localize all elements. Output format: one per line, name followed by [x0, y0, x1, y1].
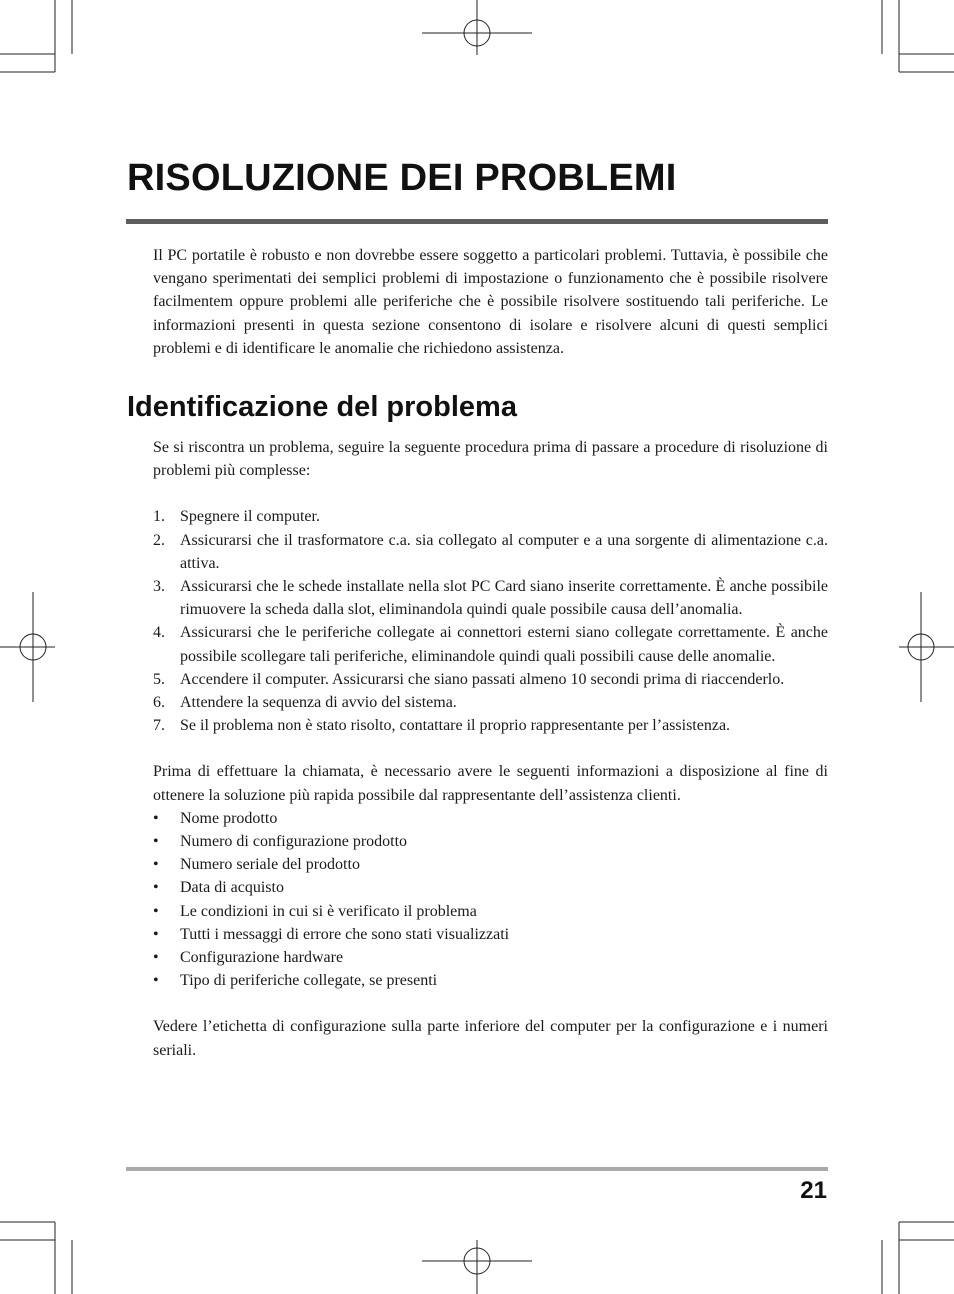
list-item: • Tipo di periferiche collegate, se presenti [153, 972, 438, 990]
list-item: • Le condizioni in cui si è verificato il problema [153, 902, 477, 920]
list-item: • Numero di configurazione prodotto [153, 833, 408, 851]
list-item: • Data di acquisto [153, 879, 284, 897]
intro-paragraph: Il PC portatile è robusto e non dovrebbe essere soggetto a particolari problemi. Tuttavia, è possibile che vengano sperimentati dei semplici problemi di impostazione o funzionamento che è possibile risolvere facilmentem oppure problemi alle periferiche che è possibile risolvere sostituendo tali periferiche. Le informazioni presenti in questa sezione consentono di isolare e risolvere alcuni di questi semplici problemi e di identificare le anomalie che richiedono assistenza. [153, 247, 828, 357]
list-item: 6. Attendere la sequenza di avvio del sistema. [153, 694, 457, 712]
info-list [153, 807, 828, 993]
list-item: • Nome prodotto [153, 809, 278, 827]
list-item: • Tutti i messaggi di errore che sono stati visualizzati [153, 925, 510, 943]
steps-list [153, 505, 828, 737]
title-divider [126, 219, 828, 224]
footer-divider [126, 1167, 828, 1171]
list-item: 1. Spegnere il computer. [153, 508, 320, 526]
list-item: 7. Se il problema non è stato risolto, contattare il proprio rappresentante per l’assistenza. [153, 717, 731, 735]
list-item: 5. Accendere il computer. Assicurarsi che siano passati almeno 10 secondi prima di riaccenderlo. [153, 670, 785, 688]
info-lead-paragraph: Prima di effettuare la chiamata, è necessario avere le seguenti informazioni a disposizione al fine di ottenere la soluzione più rapida possibile dal rappresentante dell’assistenza clienti. [153, 763, 828, 804]
list-item: 3. Assicurarsi che le schede installate nella slot PC Card siano inserite correttamente. È anche possibile rimuovere la scheda dalla slot, eliminandola quindi quale possibile causa dell’anomalia. [153, 578, 828, 619]
page-title: RISOLUZIONE DEI PROBLEMI [127, 157, 677, 199]
section-heading: Identificazione del problema [127, 391, 517, 423]
list-item: 4. Assicurarsi che le periferiche collegate ai connettori esterni siano collegate correttamente. È anche possibile scollegare tali periferiche, eliminandole quindi quali possibili cause delle anomalie. [153, 624, 828, 665]
closing-paragraph: Vedere l’etichetta di configurazione sulla parte inferiore del computer per la configurazione e i numeri seriali. [153, 1018, 828, 1059]
section-body [153, 436, 828, 1062]
intro-section [153, 244, 828, 360]
list-item: • Configurazione hardware [153, 949, 344, 967]
page-number: 21 [800, 1177, 827, 1204]
section-lead-paragraph: Se si riscontra un problema, seguire la seguente procedura prima di passare a procedure di risoluzione di problemi più complesse: [153, 439, 828, 480]
list-item: • Numero seriale del prodotto [153, 856, 360, 874]
list-item: 2. Assicurarsi che il trasformatore c.a. sia collegato al computer e a una sorgente di alimentazione c.a. attiva. [153, 531, 828, 572]
